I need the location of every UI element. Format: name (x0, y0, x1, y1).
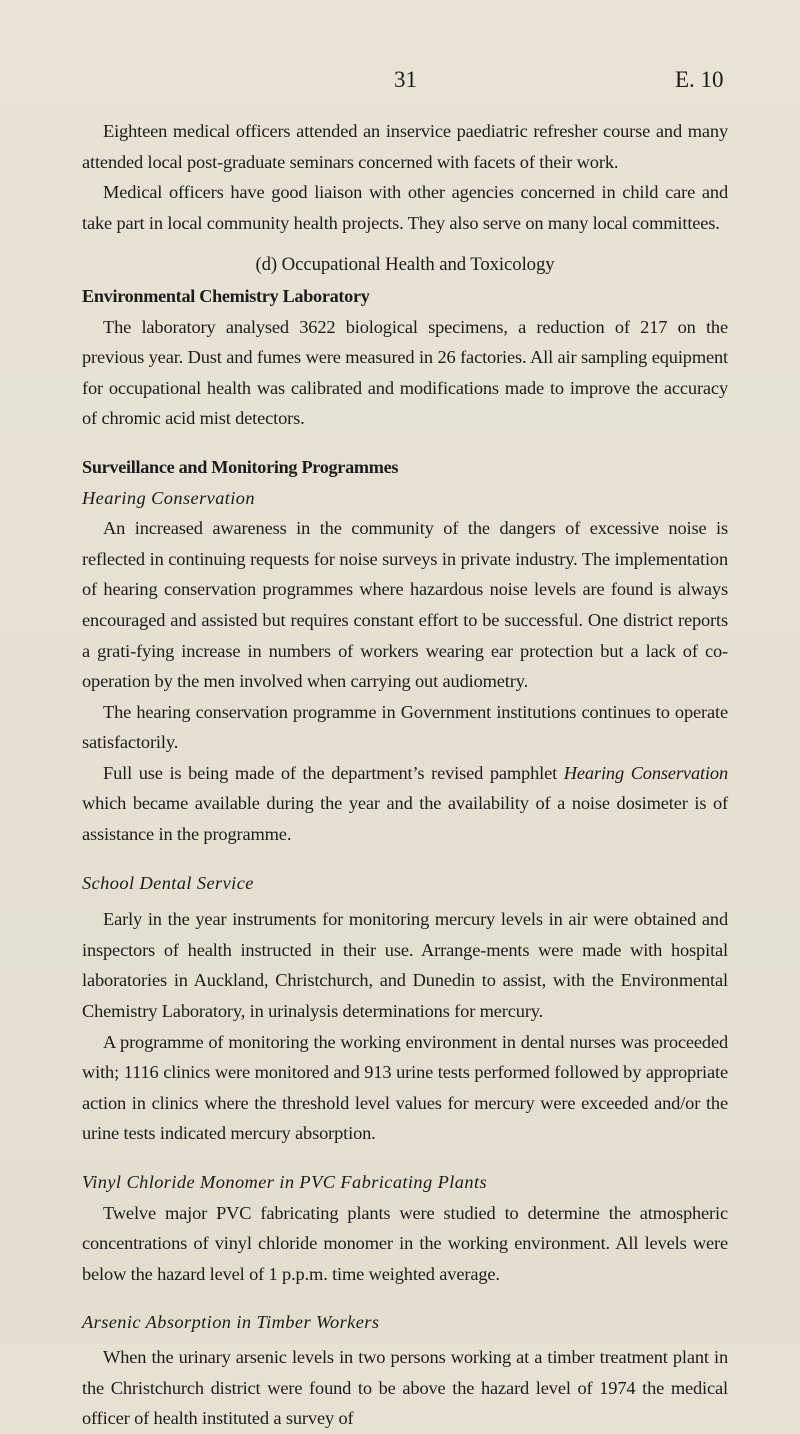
dental-paragraph-2: A programme of monitoring the working environment in dental nurses was proceeded with; 1116 clinics were monitored and 913 urine tests performed followed by appropriate action in clinics where the threshold level values for mercury were exceeded and/or the urine tests indicated mercury absorption. (82, 1031, 728, 1144)
hearing-paragraph-1: An increased awareness in the community of the dangers of excessive noise is reflected in continuing requests for noise surveys in private industry. The implementation of hearing conservation programmes where hazardous noise levels are found is always encouraged and assisted but requires constant effort to be successful. One district reports a grati-fying increase in numbers of workers wearing ear protection but a lack of co-operation by the men involved when carrying out audiometry. (82, 518, 728, 692)
lab-paragraph: The laboratory analysed 3622 biological specimens, a reduction of 217 on the previous year. Dust and fumes were measured in 26 factories. All air sampling equipment for occupational health was calibrated and modifications made to improve the accuracy of chromic acid mist detectors. (82, 316, 728, 429)
intro-paragraph-2: Medical officers have good liaison with other agencies concerned in child care and take part in local community health projects. They also serve on many local committees. (82, 182, 728, 233)
intro-paragraph-1: Eighteen medical officers attended an inservice paediatric refresher course and many attended local post-graduate seminars concerned with facets of their work. (82, 121, 728, 172)
subheading-vinyl-chloride: Vinyl Chloride Monomer in PVC Fabricating Plants (82, 1172, 488, 1192)
subheading-school-dental-service: School Dental Service (82, 872, 254, 893)
vinyl-paragraph: Twelve major PVC fabricating plants were studied to determine the atmospheric concentrations of vinyl chloride monomer in the working environment. All levels were below the hazard level of 1 p.p.m. time weighted average. (82, 1202, 728, 1284)
page-number: 31 (394, 67, 417, 92)
subheading-arsenic-absorption: Arsenic Absorption in Timber Workers (82, 1312, 380, 1333)
subheading-environmental-chemistry-lab: Environmental Chemistry Laboratory (82, 285, 370, 306)
subheading-surveillance-monitoring: Surveillance and Monitoring Programmes (82, 456, 399, 477)
pamphlet-title: Hearing Conservation (563, 762, 728, 783)
section-heading-occupational-health: (d) Occupational Health and Toxicology (255, 254, 555, 276)
pamphlet-text-before: Full use is being made of the department’s revised pamphlet (103, 762, 564, 783)
page-body (82, 116, 728, 1434)
dental-paragraph-1: Early in the year instruments for monitoring mercury levels in air were obtained and inspectors of health instructed in their use. Arrange-ments were made with hospital laboratories in Auckland, Christchurch, and Dunedin to assist, with the Environmental Chemistry Laboratory, in urinalysis determinations for mercury. (82, 909, 728, 1022)
document-code: E. 10 (675, 67, 724, 92)
page-header (0, 65, 800, 105)
arsenic-paragraph: When the urinary arsenic levels in two persons working at a timber treatment plant in the Christchurch district were found to be above the hazard level of 1974 the medical officer of health instituted a survey of (82, 1346, 728, 1429)
subheading-hearing-conservation: Hearing Conservation (82, 487, 255, 508)
hearing-paragraph-2: The hearing conservation programme in Government institutions continues to operate satisfactorily. (82, 701, 728, 753)
pamphlet-text-after: which became available during the year and the availability of a noise dosimeter is of assistance in the programme. (82, 793, 728, 845)
hearing-pamphlet-paragraph (82, 758, 728, 850)
